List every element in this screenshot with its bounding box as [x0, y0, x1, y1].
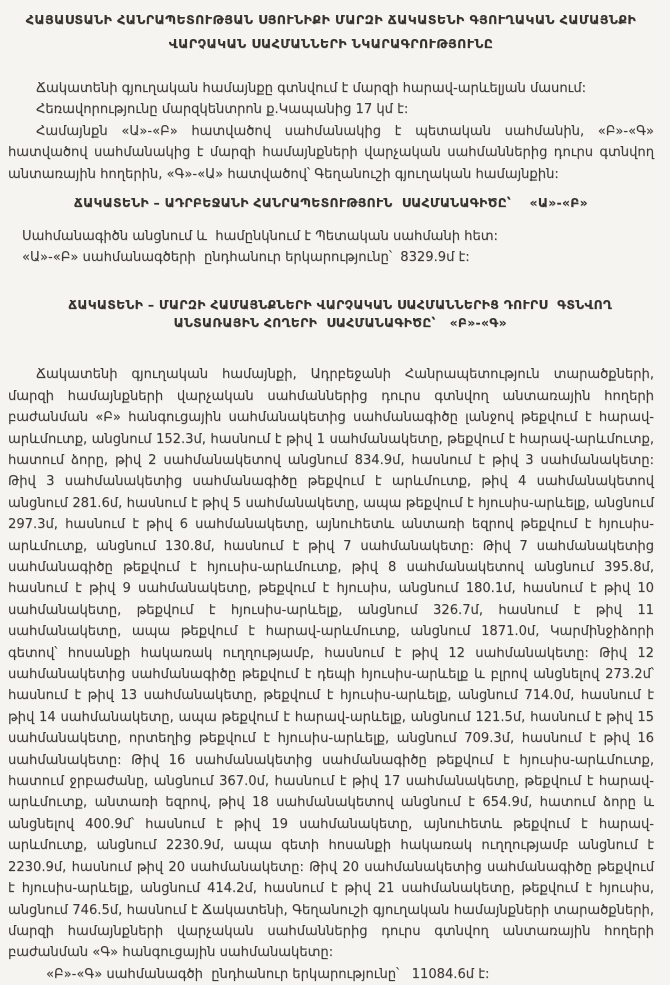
section-bg-total-length: «Բ»-«Գ» սահմանագծի ընդհանուր երկարությունը՝ 11084.6մ է: — [46, 966, 490, 982]
section-ab-total-length: «Ա»-«Բ» սահմանագծերի ընդհանուր երկարությունը՝ 8329.9մ է: — [22, 249, 470, 265]
document-title-line2: ՎԱՐՉԱԿԱՆ ՍԱՀՄԱՆՆԵՐԻ ՆԿԱՐԱԳՐՈՒԹՅՈՒՆԸ — [168, 36, 494, 51]
section-bg-heading-line2: ԱՆՏԱՌԱՅԻՆ ՀՈՂԵՐԻ ՍԱՀՄԱՆԱԳԻԾԸ՝ «Բ»-«Գ» — [173, 315, 507, 331]
section-ab-heading: ՃԱԿԱՏԵՆԻ – ԱԴՐԲԵՋԱՆԻ ՀԱՆՐԱՊԵՏՈՒԹՅՈՒՆ ՍԱՀՄԱՆԱԳԻԾԸ՝ «Ա»-«Բ» — [74, 195, 588, 211]
document-title — [8, 8, 654, 56]
section-ab-state-border-note: Սահմանագիծն անցնում և համընկնում է Պետական սահմանի հետ: — [22, 228, 498, 244]
section-bg-heading-line1: ՃԱԿԱՏԵՆԻ – ՄԱՐԶԻ ՀԱՄԱՅՆՔՆԵՐԻ ՎԱՐՉԱԿԱՆ ՍԱՀՄԱՆՆԵՐԻՑ ԴՈՒՐՍ ԳՏՆՎՈՂ — [68, 296, 613, 312]
intro-location-paragraph: Ճակատենի գյուղական համայնքը գտնվում է մարզի հարավ-արևելյան մասում: — [36, 81, 587, 96]
intro-adjacency-paragraph: Համայնքն «Ա»-«Բ» հատվածով սահմանակից է պետական սահմանին, «Բ»-«Գ» հատվածով սահմանակից է մարզի համայնքների վարչական սահմաններից դուրս գտնվող անտառային հողերին, «Գ»-«Ա» հատվածով՝ Գեղանուշի գյուղական համայնքին: — [8, 123, 654, 182]
intro-distance-paragraph: Հեռավորությունը մարզկենտրոն ք.Կապանից 17 կմ է: — [36, 102, 409, 118]
boundary-description-paragraph: Ճակատենի գյուղական համայնքի, Ադրբեջանի Հանրապետություն տարածքների, մարզի համայնքների վարչական սահմաններից դուրս գտնվող անտառային հողերի բաժանման «Բ» հանգուցային սահմանակետից սահմանագիծը լանջով թեքվում է հարավ-արևմուտք, անցնում 152.3մ, հասնում է թիվ 1 սահմանակետը, թեքվում է հարավ-արևմուտք, հատում ձորը, թիվ 2 սահմանակետով անցնում 834.9մ, հասնում է թիվ 3 սահմանակետը: Թիվ 3 սահմանակետից սահմանագիծը թեքվում է արևմուտք, թիվ 4 սահմանակետով անցնում 281.6մ, հասնում է թիվ 5 սահմանակետը, ապա թեքվում է հյուսիս-արևելք, անցնում 297.3մ, հասնում է թիվ 6 սահմանակետը, այնուհետև անտառի եզրով թեքվում է հյուսիս-արևմուտք, անցնում 130.8մ, հասնում է թիվ 7 սահմանակետը: Թիվ 7 սահմանակետից սահմանագիծը թեքվում է հյուսիս-արևմուտք, թիվ 8 սահմանակետով անցնում 395.8մ, հասնում է թիվ 9 սահմանակետը, թեքվում է հյուսիս, անցնում 180.1մ, հասնում է թիվ 10 սահմանակետը, թեքվում է հյուսիս-արևելք, անցնում 326.7մ, հասնում է թիվ 11 սահմանակետը, ապա թեքվում է հարավ-արևմուտք, անցնում 1871.0մ, Կարմինջիձորի գետով՝ հոսանքի հակառակ ուղղությամբ, հասնում է թիվ 12 սահմանակետը: Թիվ 12 սահմանակետից սահմանագիծը թեքվում է դեպի հյուսիս-արևելք և բլրով անցնելով 273.2մ՝ հասնում է թիվ 13 սահմանակետը, թեքվում է հյուսիս-արևելք, անցնում 714.0մ, հասնում է թիվ 14 սահմանակետը, ապա թեքվում է հարավ-արևելք, անցնում 121.5մ, հասնում է թիվ 15 սահմանակետը, որտեղից թեքվում է հյուսիս-արևելք, անցնում 709.3մ, հասնում է թիվ 16 սահմանակետը: Թիվ 16 սահմանակետից սահմանագիծը թեքվում է հյուսիս-արևմուտք, հատում ջրբաժանը, անցնում 367.0մ, հասնում է թիվ 17 սահմանակետը, թեքվում է հարավ-արևմուտք, անտառի եզրով, թիվ 18 սահմանակետով անցնում է 654.9մ, հատում ձորը և անցնելով 400.9մ՝ հասնում է թիվ 19 սահմանակետը, այնուհետև թեքվում է հարավ-արևմուտք, անցնում 2230.9մ, ապա գետի հոսանքի հակառակ ուղղությամբ անցնում է 2230.9մ, հասնում թիվ 20 սահմանակետը: Թիվ 20 սահմանակետից սահմանագիծը թեքվում է հյուսիս-արևելք, անցնում 414.2մ, հասնում է թիվ 21 սահմանակետը, թեքվում է հյուսիս, անցնում 746.5մ, հասնում է Ճակատենի, Գեղանուշի գյուղական համայնքների տարածքների, մարզի համայնքների վարչական սահմաններից դուրս գտնվող անտառային հողերի բաժանման «Գ» հանգուցային սահմանակետը: — [8, 367, 654, 961]
section-bg-heading — [8, 277, 654, 351]
document-title-line1: ՀԱՅԱՍՏԱՆԻ ՀԱՆՐԱՊԵՏՈՒԹՅԱՆ ՍՅՈՒՆԻՔԻ ՄԱՐԶԻ ՃԱԿԱՏԵՆԻ ԳՅՈՒՂԱԿԱՆ ՀԱՄԱՅՆՔԻ — [25, 12, 637, 27]
